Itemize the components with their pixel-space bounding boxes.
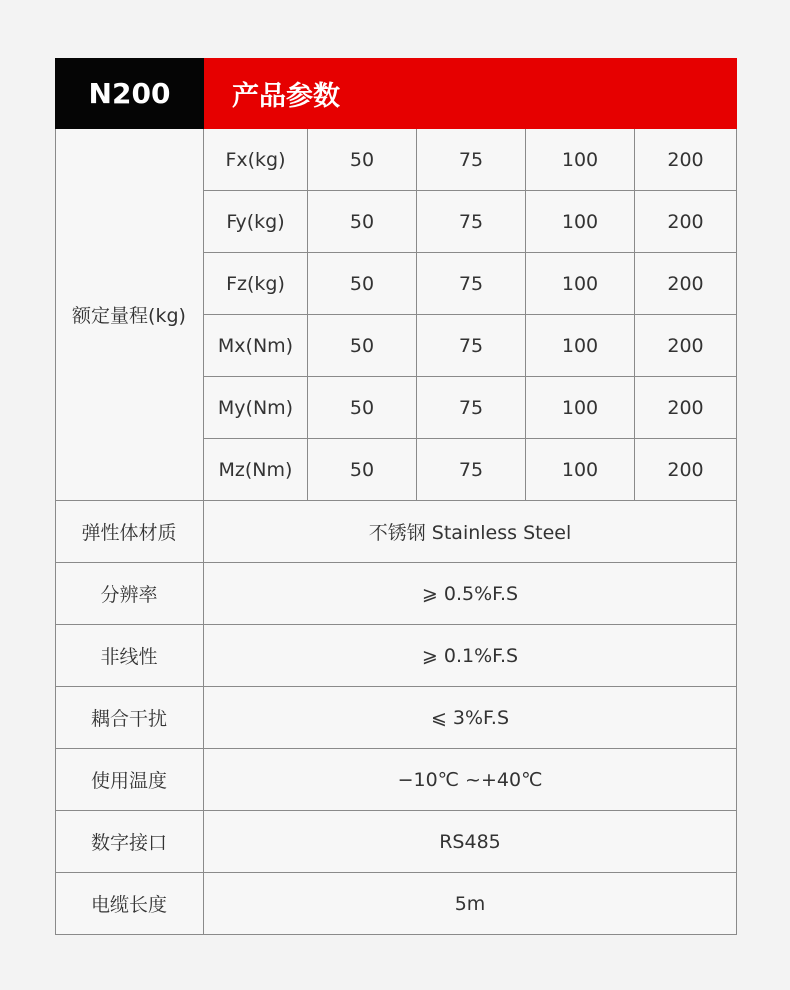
range-value: 50 (308, 439, 417, 501)
axis-label: Fz(kg) (204, 253, 308, 315)
spec-label: 分辨率 (55, 563, 204, 625)
range-value: 50 (308, 315, 417, 377)
axis-label: Fy(kg) (204, 191, 308, 253)
range-value: 75 (417, 377, 526, 439)
spec-label: 使用温度 (55, 749, 204, 811)
section-title: 产品参数 (204, 58, 737, 129)
range-value: 50 (308, 129, 417, 191)
range-value: 100 (526, 315, 635, 377)
range-value: 100 (526, 253, 635, 315)
spec-label: 非线性 (55, 625, 204, 687)
spec-value: ⩾ 0.5%F.S (204, 563, 737, 625)
spec-label: 数字接口 (55, 811, 204, 873)
range-value: 75 (417, 315, 526, 377)
range-value: 100 (526, 377, 635, 439)
range-value: 75 (417, 439, 526, 501)
model-name: N200 (55, 58, 204, 129)
range-value: 50 (308, 253, 417, 315)
spec-label: 弹性体材质 (55, 501, 204, 563)
range-label: 额定量程(kg) (55, 129, 204, 501)
range-value: 50 (308, 377, 417, 439)
spec-value: ⩽ 3%F.S (204, 687, 737, 749)
axis-label: Fx(kg) (204, 129, 308, 191)
range-value: 200 (635, 129, 737, 191)
range-value: 50 (308, 191, 417, 253)
table-header (55, 58, 737, 129)
spec-label: 电缆长度 (55, 873, 204, 935)
range-value: 200 (635, 315, 737, 377)
spec-label: 耦合干扰 (55, 687, 204, 749)
axis-label: Mx(Nm) (204, 315, 308, 377)
range-value: 75 (417, 191, 526, 253)
spec-value: −10℃ ~+40℃ (204, 749, 737, 811)
range-value: 200 (635, 439, 737, 501)
spec-value: 5m (204, 873, 737, 935)
parameter-sheet (55, 58, 737, 935)
spec-value: ⩾ 0.1%F.S (204, 625, 737, 687)
range-value: 200 (635, 377, 737, 439)
axis-label: My(Nm) (204, 377, 308, 439)
range-value: 200 (635, 253, 737, 315)
spec-value: 不锈钢 Stainless Steel (204, 501, 737, 563)
spec-value: RS485 (204, 811, 737, 873)
range-value: 75 (417, 253, 526, 315)
range-value: 75 (417, 129, 526, 191)
axis-label: Mz(Nm) (204, 439, 308, 501)
range-value: 100 (526, 439, 635, 501)
range-value: 200 (635, 191, 737, 253)
range-value: 100 (526, 129, 635, 191)
range-value: 100 (526, 191, 635, 253)
